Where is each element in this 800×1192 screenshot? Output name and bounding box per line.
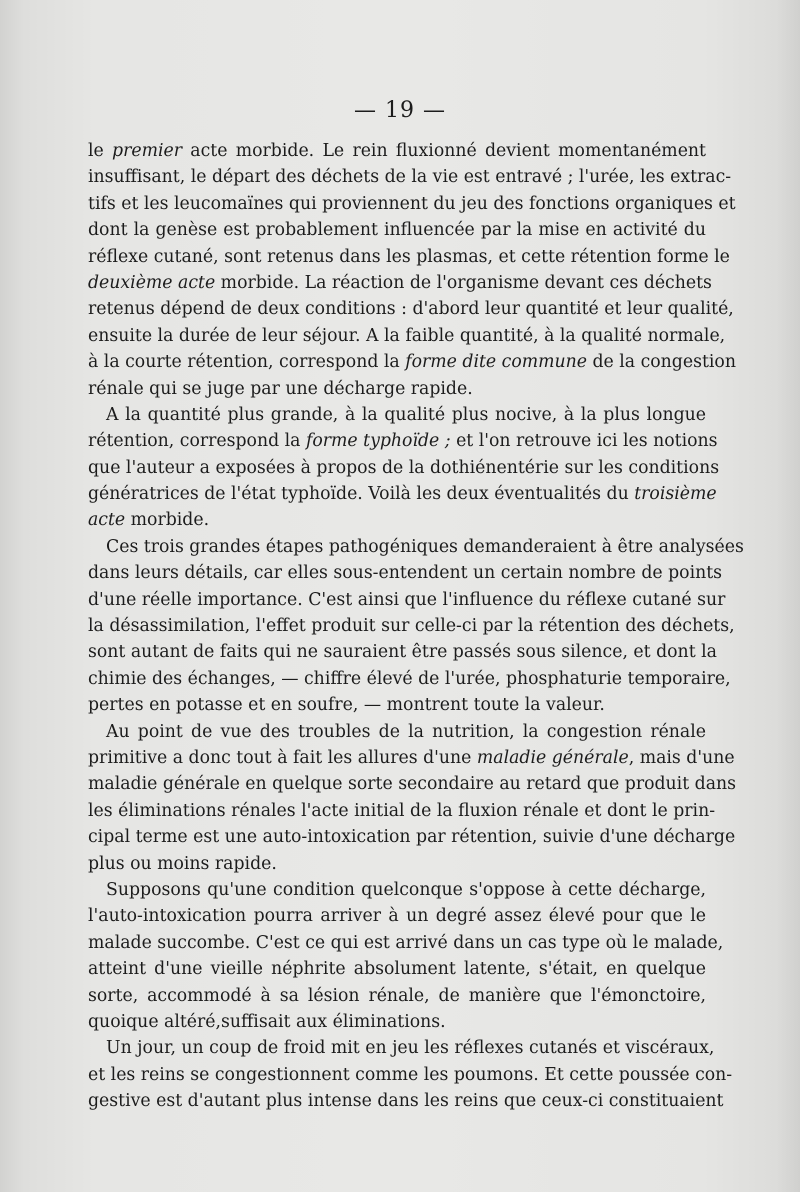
text-line bbox=[88, 771, 737, 797]
paragraph bbox=[88, 877, 724, 1035]
text-line bbox=[88, 877, 706, 903]
body-text bbox=[88, 138, 744, 1114]
text-line bbox=[88, 270, 712, 296]
text-line bbox=[88, 956, 706, 982]
text-run: chimie des échanges, — chiffre élevé de l'urée, phosphaturie temporaire, bbox=[88, 668, 731, 689]
italic-text: deuxième acte bbox=[88, 272, 216, 293]
paragraph bbox=[88, 719, 737, 877]
text-run: les éliminations rénales l'acte initial de la fluxion rénale et dont le prin- bbox=[88, 800, 716, 821]
italic-text: troisième bbox=[634, 484, 717, 505]
text-run: A la quantité plus grande, à la qualité plus nocive, à la plus longue bbox=[106, 404, 706, 425]
text-run: réflexe cutané, sont retenus dans les plasmas, et cette rétention forme le bbox=[88, 246, 730, 267]
text-run: à la courte rétention, correspond la bbox=[88, 352, 406, 373]
text-line bbox=[88, 824, 736, 850]
text-run: gestive est d'autant plus intense dans les reins que ceux-ci constituaient bbox=[88, 1091, 724, 1112]
text-line bbox=[88, 217, 706, 243]
text-run: génératrices de l'état typhoïde. Voilà les deux éventualités du bbox=[88, 484, 635, 505]
text-run: insuffisant, le départ des déchets de la vie est entravé ; l'urée, les extrac- bbox=[88, 167, 732, 188]
text-run: sont autant de faits qui ne sauraient être passés sous silence, et dont la bbox=[88, 642, 717, 663]
text-run: malade succombe. C'est ce qui est arrivé dans un cas type où le malade, bbox=[88, 932, 724, 953]
text-line bbox=[88, 1062, 733, 1088]
text-line bbox=[88, 481, 717, 507]
text-run: rétention, correspond la bbox=[88, 431, 306, 452]
text-run: rénale qui se juge par une décharge rapide. bbox=[88, 378, 473, 399]
text-run: sorte, accommodé à sa lésion rénale, de manière que l'émonctoire, bbox=[88, 985, 706, 1006]
text-line bbox=[88, 560, 723, 586]
text-run: le bbox=[88, 141, 113, 161]
text-line bbox=[88, 191, 736, 217]
text-line bbox=[88, 613, 735, 639]
text-line bbox=[88, 639, 717, 665]
text-run: dans leurs détails, car elles sous-entendent un certain nombre de points bbox=[88, 563, 723, 584]
italic-text: maladie générale bbox=[476, 747, 629, 768]
text-run: dont la genèse est probablement influencée par la mise en activité du bbox=[88, 220, 706, 241]
text-line bbox=[88, 296, 734, 322]
text-line bbox=[88, 851, 706, 877]
text-line bbox=[88, 1035, 715, 1061]
text-line bbox=[88, 692, 706, 718]
italic-text: forme typhoïde ; bbox=[305, 431, 451, 452]
text-run: tifs et les leucomaïnes qui proviennent du jeu des fonctions organiques et bbox=[88, 193, 736, 214]
text-run: pertes en potasse et en soufre, — montrent toute la valeur. bbox=[88, 695, 605, 716]
text-run: atteint d'une vieille néphrite absolument latente, s'était, en quelque bbox=[88, 959, 706, 980]
italic-text: forme dite commune bbox=[405, 352, 587, 373]
text-line bbox=[88, 1088, 724, 1114]
text-line bbox=[88, 719, 706, 745]
text-line bbox=[88, 428, 718, 454]
text-line bbox=[88, 930, 724, 956]
text-run: , mais d'une bbox=[628, 747, 735, 768]
text-run: retenus dépend de deux conditions : d'abord leur quantité et leur qualité, bbox=[88, 299, 734, 320]
text-line bbox=[88, 507, 706, 533]
text-run: l'auto-intoxication pourra arriver à un degré assez élevé pour que le bbox=[88, 906, 706, 927]
text-run: de la congestion bbox=[586, 352, 736, 373]
text-run: Au point de vue des troubles de la nutrition, la congestion rénale bbox=[106, 721, 706, 742]
text-run: morbide. bbox=[125, 510, 210, 531]
text-run: la désassimilation, l'effet produit sur celle-ci par la rétention des déchets, bbox=[88, 616, 735, 637]
text-run: quoique altéré,suffisait aux éliminations. bbox=[88, 1011, 446, 1032]
text-run: d'une réelle importance. C'est ainsi que l'influence du réflexe cutané sur bbox=[88, 589, 726, 610]
text-line bbox=[88, 402, 706, 428]
text-run: Ces trois grandes étapes pathogéniques demanderaient à être analysées bbox=[106, 536, 744, 557]
text-run: primitive a donc tout à fait les allures d'une bbox=[88, 747, 477, 768]
text-line bbox=[88, 903, 706, 929]
text-line bbox=[88, 455, 720, 481]
text-run: plus ou moins rapide. bbox=[88, 853, 277, 874]
text-line bbox=[88, 534, 744, 560]
text-run: que l'auteur a exposées à propos de la dothiénentérie sur les conditions bbox=[88, 457, 720, 478]
text-run: Un jour, un coup de froid mit en jeu les réflexes cutanés et viscéraux, bbox=[106, 1038, 715, 1059]
text-line bbox=[88, 666, 731, 692]
text-line bbox=[88, 323, 726, 349]
italic-text: acte bbox=[88, 510, 126, 531]
text-line bbox=[88, 164, 732, 190]
text-run: et l'on retrouve ici les notions bbox=[450, 431, 718, 452]
paragraph bbox=[88, 402, 720, 534]
text-run: morbide. La réaction de l'organisme devant ces déchets bbox=[215, 272, 712, 293]
text-line bbox=[88, 349, 736, 375]
paragraph bbox=[88, 1035, 733, 1114]
paragraph bbox=[88, 138, 736, 402]
paragraph bbox=[88, 534, 744, 719]
text-line bbox=[88, 138, 706, 164]
page-number: — 19 — bbox=[354, 98, 446, 123]
text-line bbox=[88, 376, 706, 402]
text-line bbox=[88, 745, 735, 771]
text-run: maladie générale en quelque sorte secondaire au retard que produit dans bbox=[88, 774, 737, 795]
text-run: acte morbide. Le rein fluxionné devient momentanément bbox=[182, 141, 706, 161]
text-run: Supposons qu'une condition quelconque s'oppose à cette décharge, bbox=[106, 879, 706, 900]
text-line bbox=[88, 1009, 706, 1035]
text-line bbox=[88, 983, 706, 1009]
italic-text: premier bbox=[112, 141, 182, 161]
text-run: ensuite la durée de leur séjour. A la faible quantité, à la qualité normale, bbox=[88, 325, 726, 346]
text-run: cipal terme est une auto-intoxication par rétention, suivie d'une décharge bbox=[88, 827, 736, 848]
text-line bbox=[88, 587, 726, 613]
text-line bbox=[88, 244, 730, 270]
text-run: et les reins se congestionnent comme les poumons. Et cette poussée con- bbox=[88, 1064, 733, 1085]
text-line bbox=[88, 798, 716, 824]
